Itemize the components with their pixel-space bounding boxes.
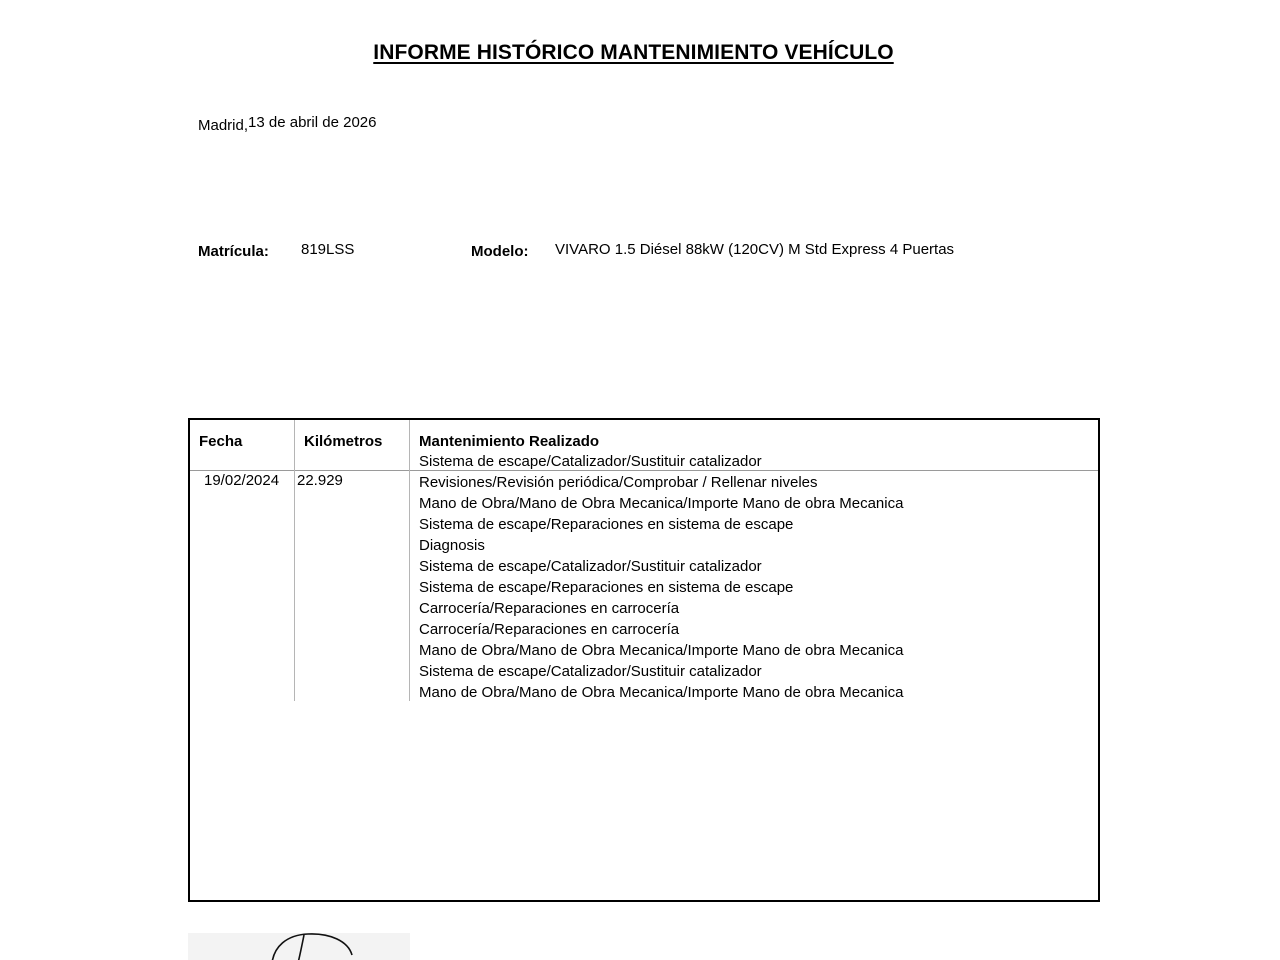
list-item: Carrocería/Reparaciones en carrocería [419, 621, 680, 638]
report-title: INFORME HISTÓRICO MANTENIMIENTO VEHÍCULO [373, 41, 894, 64]
km-column-header: Kilómetros [304, 433, 383, 450]
date-column-header: Fecha [199, 433, 243, 450]
model-value: VIVARO 1.5 Diésel 88kW (120CV) M Std Express 4 Puertas [555, 241, 955, 258]
city-label: Madrid, [198, 117, 249, 134]
row-km: 22.929 [297, 472, 343, 489]
list-item: Sistema de escape/Catalizador/Sustituir catalizador [419, 453, 762, 470]
list-item: Sistema de escape/Reparaciones en sistema de escape [419, 579, 794, 596]
place-date [198, 114, 377, 134]
list-item: Sistema de escape/Catalizador/Sustituir catalizador [419, 558, 762, 575]
report-date: 13 de abril de 2026 [248, 114, 377, 131]
column-divider [294, 420, 295, 701]
list-item: Sistema de escape/Reparaciones en sistema de escape [419, 516, 794, 533]
column-divider [409, 420, 410, 701]
signature-image [188, 933, 410, 960]
list-item: Revisiones/Revisión periódica/Comprobar / Rellenar niveles [419, 474, 818, 491]
plate-value: 819LSS [301, 241, 355, 258]
list-item: Mano de Obra/Mano de Obra Mecanica/Importe Mano de obra Mecanica [419, 495, 904, 512]
list-item: Carrocería/Reparaciones en carrocería [419, 600, 680, 617]
list-item: Diagnosis [419, 537, 485, 554]
list-item: Sistema de escape/Catalizador/Sustituir catalizador [419, 663, 762, 680]
maintenance-table [188, 418, 1100, 902]
model-label: Modelo: [471, 243, 529, 260]
list-item: Mano de Obra/Mano de Obra Mecanica/Importe Mano de obra Mecanica [419, 642, 904, 659]
row-date: 19/02/2024 [204, 472, 280, 489]
maintenance-list [419, 451, 903, 703]
plate-label: Matrícula: [198, 243, 269, 260]
list-item: Mano de Obra/Mano de Obra Mecanica/Importe Mano de obra Mecanica [419, 684, 904, 701]
work-column-header: Mantenimiento Realizado [419, 433, 600, 450]
